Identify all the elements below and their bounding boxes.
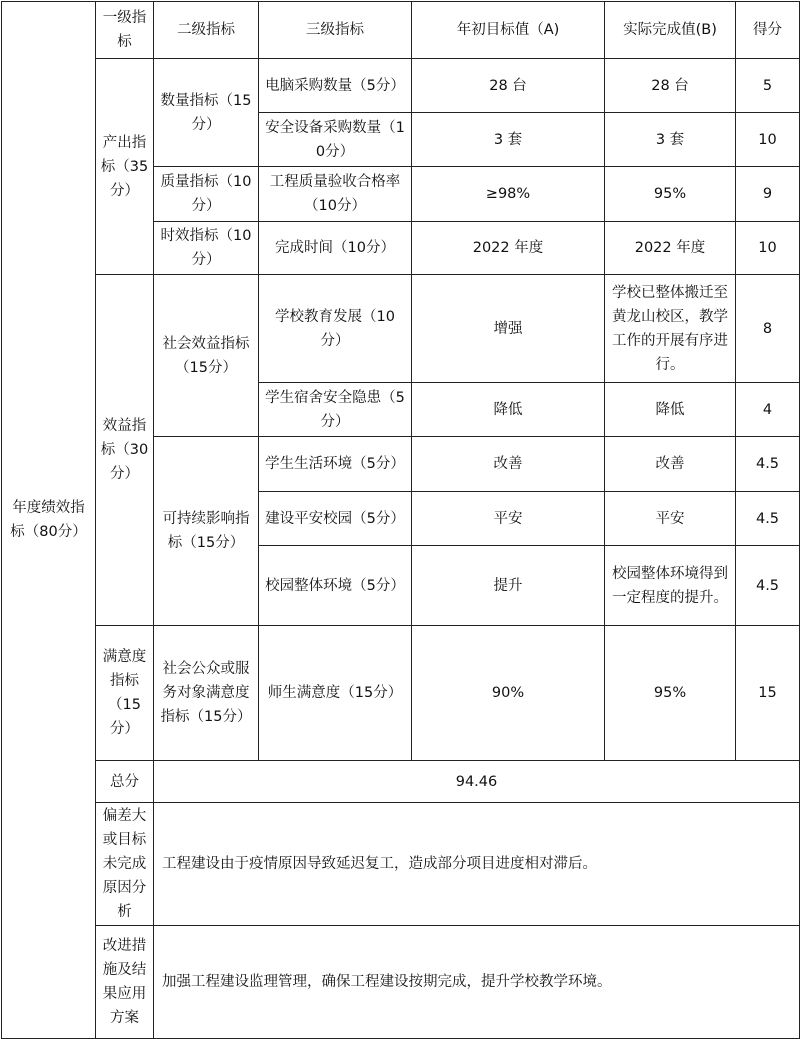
improvement-text: 加强工程建设监理管理，确保工程建设按期完成，提升学校教学环境。 bbox=[154, 926, 800, 1039]
level3-name: 建设平安校园（5分） bbox=[259, 492, 412, 546]
timeliness-indicator-cell: 时效指标（10分） bbox=[154, 222, 259, 275]
score-value: 10 bbox=[736, 113, 800, 167]
quantity-indicator-cell: 数量指标（15分） bbox=[154, 59, 259, 167]
actual-value: 校园整体环境得到一定程度的提升。 bbox=[605, 546, 736, 626]
target-value: 28 台 bbox=[412, 59, 605, 113]
public-satisfaction-indicator-cell: 社会公众或服务对象满意度指标（15分） bbox=[154, 626, 259, 761]
score-value: 4 bbox=[736, 383, 800, 437]
actual-value: 平安 bbox=[605, 492, 736, 546]
table-row bbox=[2, 59, 800, 113]
target-value: 2022 年度 bbox=[412, 222, 605, 275]
deviation-text: 工程建设由于疫情原因导致延迟复工，造成部分项目进度相对滞后。 bbox=[154, 803, 800, 926]
header-score: 得分 bbox=[736, 2, 800, 59]
score-value: 10 bbox=[736, 222, 800, 275]
total-row bbox=[2, 761, 800, 803]
target-value: 90% bbox=[412, 626, 605, 761]
deviation-label: 偏差大或目标未完成原因分析 bbox=[96, 803, 154, 926]
target-value: 改善 bbox=[412, 437, 605, 492]
table-row bbox=[2, 626, 800, 761]
actual-value: 2022 年度 bbox=[605, 222, 736, 275]
target-value: 提升 bbox=[412, 546, 605, 626]
level3-name: 工程质量验收合格率（10分） bbox=[259, 167, 412, 222]
score-value: 4.5 bbox=[736, 437, 800, 492]
quality-indicator-cell: 质量指标（10分） bbox=[154, 167, 259, 222]
annual-indicator-cell: 年度绩效指标（80分） bbox=[2, 2, 96, 1039]
score-value: 4.5 bbox=[736, 546, 800, 626]
actual-value: 学校已整体搬迁至黄龙山校区，教学工作的开展有序进行。 bbox=[605, 275, 736, 383]
target-value: ≥98% bbox=[412, 167, 605, 222]
header-target: 年初目标值（A) bbox=[412, 2, 605, 59]
actual-value: 28 台 bbox=[605, 59, 736, 113]
header-level2: 二级指标 bbox=[154, 2, 259, 59]
sustainable-indicator-cell: 可持续影响指标（15分） bbox=[154, 437, 259, 626]
performance-table bbox=[1, 1, 800, 1039]
header-level1: 一级指标 bbox=[96, 2, 154, 59]
header-row bbox=[2, 2, 800, 59]
target-value: 3 套 bbox=[412, 113, 605, 167]
improvement-row bbox=[2, 926, 800, 1039]
actual-value: 3 套 bbox=[605, 113, 736, 167]
level3-name: 师生满意度（15分） bbox=[259, 626, 412, 761]
level3-name: 完成时间（10分） bbox=[259, 222, 412, 275]
total-value: 94.46 bbox=[154, 761, 800, 803]
level3-name: 校园整体环境（5分） bbox=[259, 546, 412, 626]
actual-value: 95% bbox=[605, 626, 736, 761]
level3-name: 电脑采购数量（5分） bbox=[259, 59, 412, 113]
social-indicator-cell: 社会效益指标（15分） bbox=[154, 275, 259, 437]
actual-value: 95% bbox=[605, 167, 736, 222]
improvement-label: 改进措施及结果应用方案 bbox=[96, 926, 154, 1039]
target-value: 增强 bbox=[412, 275, 605, 383]
score-value: 15 bbox=[736, 626, 800, 761]
total-label: 总分 bbox=[96, 761, 154, 803]
benefit-indicator-cell: 效益指标（30分） bbox=[96, 275, 154, 626]
table-row bbox=[2, 275, 800, 383]
score-value: 5 bbox=[736, 59, 800, 113]
score-value: 4.5 bbox=[736, 492, 800, 546]
header-actual: 实际完成值(B) bbox=[605, 2, 736, 59]
level3-name: 学生宿舍安全隐患（5分） bbox=[259, 383, 412, 437]
output-indicator-cell: 产出指标（35分） bbox=[96, 59, 154, 275]
score-value: 8 bbox=[736, 275, 800, 383]
actual-value: 改善 bbox=[605, 437, 736, 492]
score-value: 9 bbox=[736, 167, 800, 222]
deviation-row bbox=[2, 803, 800, 926]
level3-name: 学校教育发展（10分） bbox=[259, 275, 412, 383]
target-value: 平安 bbox=[412, 492, 605, 546]
level3-name: 安全设备采购数量（10分） bbox=[259, 113, 412, 167]
header-level3: 三级指标 bbox=[259, 2, 412, 59]
actual-value: 降低 bbox=[605, 383, 736, 437]
satisfaction-indicator-cell: 满意度指标（15分） bbox=[96, 626, 154, 761]
target-value: 降低 bbox=[412, 383, 605, 437]
level3-name: 学生生活环境（5分） bbox=[259, 437, 412, 492]
